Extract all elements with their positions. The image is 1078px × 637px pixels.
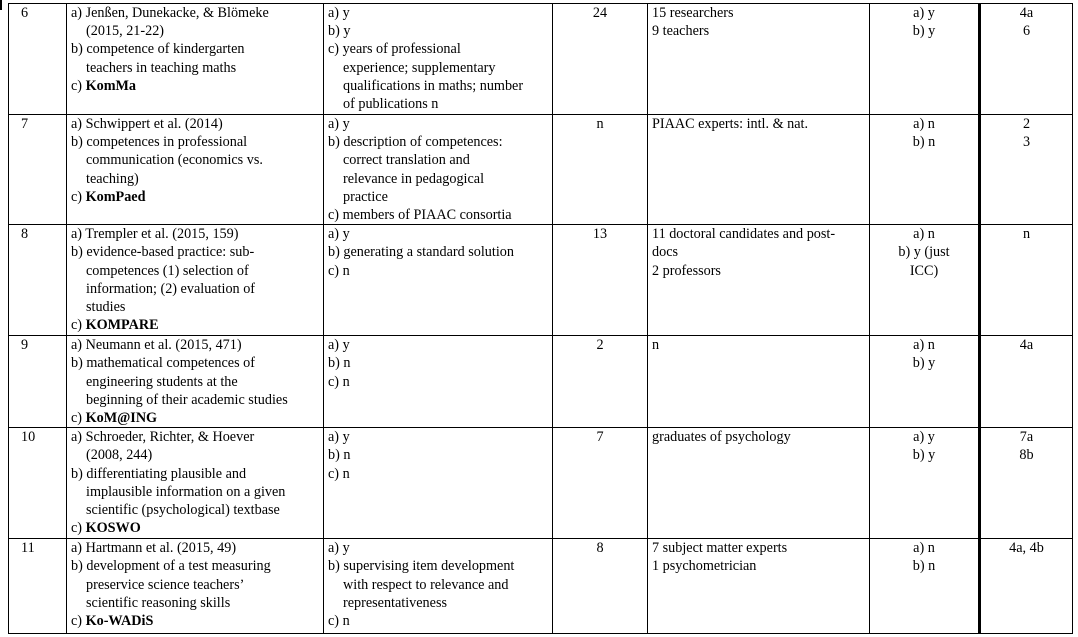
experts-cell [648,539,870,634]
row-number: 9 [21,337,29,354]
criteria-line: c) n [328,465,350,482]
study-reference-line: a) Schroeder, Richter, & Hoever [71,429,255,446]
category-code: n [1022,226,1031,243]
row-number-cell [9,4,67,115]
criteria-cell [324,225,553,336]
acronym-prefix: c) [71,188,86,205]
study-cell [67,115,324,225]
row-number-cell [9,428,67,539]
construct-line: implausible information on a given [86,483,286,500]
criteria-line: of publications n [343,96,439,113]
category-code: 2 [1022,116,1031,132]
experts-line: 9 teachers [652,23,710,40]
expert-count: 2 [596,337,604,354]
category-code: 3 [1022,134,1031,151]
expert-count-cell [553,336,648,428]
evaluation-line: b) y (just [898,244,950,261]
criteria-line: b) description of competences: [328,134,503,151]
criteria-line: c) n [328,613,350,630]
criteria-line: b) n [328,447,351,464]
evaluation-line: a) n [913,337,935,354]
construct-line: b) competences in professional [71,134,248,151]
acronym-prefix: c) [71,613,86,630]
experts-line: 11 doctoral candidates and post- [652,226,836,243]
evaluation-line: a) n [913,226,935,243]
criteria-line: a) y [328,429,350,446]
expert-count-cell [553,4,648,115]
evaluation-cell [870,4,980,115]
row-number: 6 [21,5,29,21]
construct-line: engineering students at the [86,373,238,390]
criteria-cell [324,336,553,428]
row-number-cell [9,539,67,634]
evaluation-cell [870,428,980,539]
construct-line: teachers in teaching maths [86,59,237,76]
experts-cell [648,336,870,428]
row-number-cell [9,115,67,225]
row-number: 8 [21,226,29,243]
construct-line: studies [86,299,126,316]
study-acronym: KoM@ING [85,410,158,427]
row-number: 10 [21,429,36,446]
expert-count-cell [553,115,648,225]
evaluation-cell [870,336,980,428]
construct-line: scientific reasoning skills [86,594,231,611]
evaluation-line: b) n [912,134,936,151]
experts-line: PIAAC experts: intl. & nat. [652,116,809,132]
criteria-line: a) y [328,337,350,354]
acronym-prefix: c) [71,520,86,537]
row-number: 7 [21,116,29,132]
criteria-line: relevance in pedagogical [343,170,485,187]
study-cell [67,225,324,336]
table-row [9,539,1073,634]
experts-line: docs [652,244,679,261]
construct-line: b) differentiating plausible and [71,465,247,482]
criteria-line: qualifications in maths; number [343,77,524,94]
experts-cell [648,225,870,336]
experts-line: 2 professors [652,262,721,279]
category-code-cell [980,225,1073,336]
criteria-line: a) y [328,540,350,557]
criteria-line: b) y [328,23,351,40]
acronym-prefix: c) [71,77,86,94]
criteria-line: with respect to relevance and [343,576,509,593]
table-body [9,4,1073,634]
category-code: 4a, 4b [1009,540,1044,557]
construct-line: b) competence of kindergarten [71,41,245,58]
study-reference-line: (2008, 244) [86,447,153,464]
expert-count: 7 [596,429,604,446]
page-edge-mark [0,0,7,10]
construct-line: scientific (psychological) textbase [86,502,280,519]
criteria-cell [324,539,553,634]
study-cell [67,4,324,115]
table-row [9,115,1073,225]
construct-line: preservice science teachers’ [86,576,245,593]
criteria-line: experience; supplementary [343,59,496,76]
acronym-line [71,519,319,537]
construct-line: beginning of their academic studies [86,391,288,408]
evaluation-line: a) n [913,540,935,557]
expert-count: 13 [592,226,608,243]
row-number-cell [9,225,67,336]
study-acronym: KOMPARE [85,317,159,334]
category-code-cell [980,428,1073,539]
criteria-line: practice [343,188,388,205]
table-row [9,4,1073,115]
criteria-line: b) n [328,355,351,372]
evaluation-cell [870,115,980,225]
evaluation-line: a) y [913,5,935,21]
study-cell [67,428,324,539]
criteria-line: b) generating a standard solution [328,244,514,261]
expert-count: 8 [596,540,604,557]
acronym-line [71,612,319,630]
table-row [9,336,1073,428]
criteria-line: a) y [328,116,350,132]
study-acronym: KOSWO [85,520,141,537]
construct-line: information; (2) evaluation of [86,280,256,297]
study-reference-line: (2015, 21-22) [86,23,165,40]
expert-count-cell [553,539,648,634]
experts-cell [648,428,870,539]
category-code: 8b [1019,447,1034,464]
criteria-line: b) supervising item development [328,558,515,575]
table-row [9,428,1073,539]
study-cell [67,336,324,428]
evaluation-line: b) y [912,447,936,464]
category-code: 6 [1022,23,1031,40]
expert-count: 24 [592,5,608,21]
category-code: 4a [1019,337,1034,354]
evaluation-line: b) y [912,23,936,40]
evaluation-cell [870,225,980,336]
criteria-cell [324,4,553,115]
evaluation-line: a) n [913,116,935,132]
criteria-line: representativeness [343,594,447,611]
study-acronym: KomPaed [85,188,146,205]
expert-count: n [596,116,604,132]
criteria-line: a) y [328,226,350,243]
study-reference-line: a) Schwippert et al. (2014) [71,116,223,132]
criteria-line: c) n [328,373,350,390]
construct-line: b) mathematical competences of [71,355,255,372]
study-cell [67,539,324,634]
category-code-cell [980,115,1073,225]
category-code-cell [980,336,1073,428]
row-number: 11 [21,540,35,557]
study-reference-line: a) Jenßen, Dunekacke, & Blömeke [71,5,269,21]
criteria-cell [324,428,553,539]
construct-line: b) evidence-based practice: sub- [71,244,255,261]
studies-table [8,3,1073,634]
evaluation-cell [870,539,980,634]
construct-line: teaching) [86,170,139,187]
row-number-cell [9,336,67,428]
experts-line: n [652,337,660,354]
category-code: 4a [1019,5,1034,21]
experts-cell [648,4,870,115]
acronym-line [71,77,319,95]
category-code-cell [980,4,1073,115]
category-code-cell [980,539,1073,634]
construct-line: communication (economics vs. [86,152,263,169]
experts-cell [648,115,870,225]
criteria-line: c) years of professional [328,41,461,58]
construct-line: competences (1) selection of [86,262,249,279]
study-reference-line: a) Neumann et al. (2015, 471) [71,337,242,354]
evaluation-line: a) y [913,429,935,446]
acronym-prefix: c) [71,317,86,334]
study-acronym: KomMa [85,77,137,94]
table-row [9,225,1073,336]
study-acronym: Ko-WADiS [85,613,154,630]
acronym-prefix: c) [71,410,86,427]
criteria-line: a) y [328,5,350,21]
criteria-line: c) members of PIAAC consortia [328,207,512,224]
experts-line: 15 researchers [652,5,734,21]
evaluation-line: b) n [912,558,936,575]
acronym-line [71,409,319,427]
experts-line: 7 subject matter experts [652,540,788,557]
experts-line: 1 psychometrician [652,558,757,575]
criteria-cell [324,115,553,225]
category-code: 7a [1019,429,1034,446]
study-reference-line: a) Trempler et al. (2015, 159) [71,226,239,243]
expert-count-cell [553,428,648,539]
criteria-line: c) n [328,262,350,279]
experts-line: graduates of psychology [652,429,791,446]
evaluation-line: ICC) [909,262,939,279]
criteria-line: correct translation and [343,152,470,169]
construct-line: b) development of a test measuring [71,558,271,575]
evaluation-line: b) y [912,355,936,372]
expert-count-cell [553,225,648,336]
acronym-line [71,188,319,206]
acronym-line [71,316,319,334]
study-reference-line: a) Hartmann et al. (2015, 49) [71,540,237,557]
